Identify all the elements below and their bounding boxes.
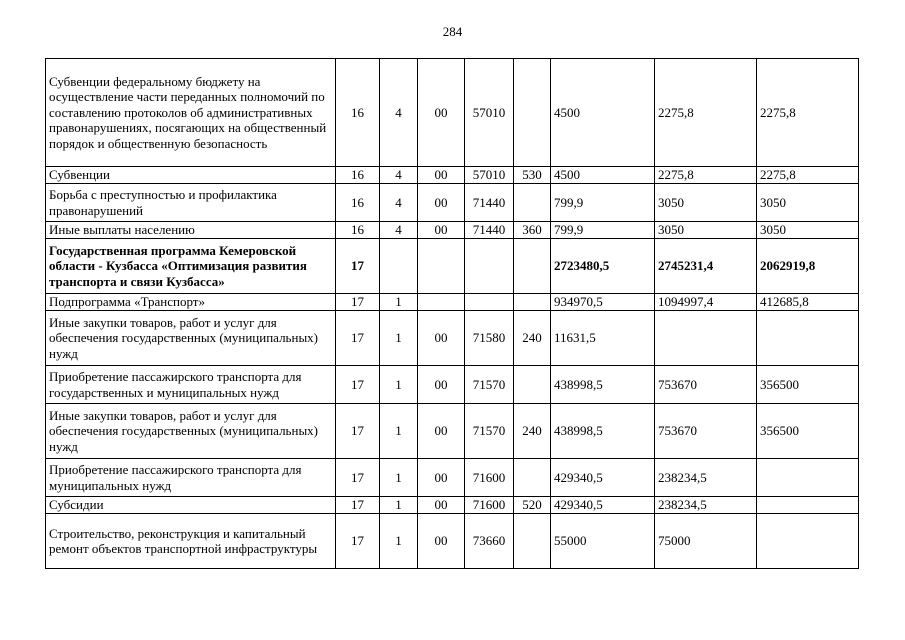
amount-year2-cell: 238234,5 [655,497,757,514]
code-subsection-cell: 1 [380,497,418,514]
code-program-cell [418,294,465,311]
row-name-cell: Иные выплаты населению [46,222,336,239]
code-direction-cell: 71580 [465,311,514,366]
code-direction-cell: 71570 [465,366,514,404]
table-row [46,459,859,497]
amount-year3-cell [757,497,859,514]
row-name-cell: Строительство, реконструкция и капитальный ремонт объектов транспортной инфраструктуры [46,514,336,569]
row-name-cell: Подпрограмма «Транспорт» [46,294,336,311]
code-expense-type-cell [514,459,551,497]
table-row [46,167,859,184]
row-name-cell: Борьба с преступностью и профилактика правонарушений [46,184,336,222]
amount-year3-cell: 2062919,8 [757,239,859,294]
code-expense-type-cell: 360 [514,222,551,239]
amount-year3-cell: 412685,8 [757,294,859,311]
code-expense-type-cell [514,184,551,222]
code-subsection-cell: 1 [380,404,418,459]
amount-year2-cell: 238234,5 [655,459,757,497]
amount-year3-cell: 3050 [757,184,859,222]
code-expense-type-cell: 530 [514,167,551,184]
amount-year1-cell: 4500 [551,59,655,167]
row-name-cell: Приобретение пассажирского транспорта для государственных и муниципальных нужд [46,366,336,404]
code-program-cell: 00 [418,459,465,497]
row-name-cell: Субвенции федеральному бюджету на осуществление части переданных полномочий по составлению протоколов об административных правонарушениях, посягающих на общественный порядок и общественную безопасность [46,59,336,167]
amount-year1-cell: 799,9 [551,184,655,222]
code-section-cell: 17 [336,459,380,497]
amount-year1-cell: 55000 [551,514,655,569]
code-direction-cell: 57010 [465,59,514,167]
code-subsection-cell: 1 [380,459,418,497]
row-name-cell: Иные закупки товаров, работ и услуг для обеспечения государственных (муниципальных) нужд [46,311,336,366]
amount-year1-cell: 934970,5 [551,294,655,311]
code-expense-type-cell [514,366,551,404]
row-name-cell: Государственная программа Кемеровской области - Кузбасса «Оптимизация развития транспорта и связи Кузбасса» [46,239,336,294]
table-row [46,239,859,294]
amount-year2-cell: 2745231,4 [655,239,757,294]
table-row [46,497,859,514]
code-section-cell: 17 [336,404,380,459]
code-program-cell: 00 [418,366,465,404]
code-direction-cell [465,294,514,311]
table-row [46,59,859,167]
amount-year3-cell: 3050 [757,222,859,239]
amount-year1-cell: 429340,5 [551,459,655,497]
amount-year2-cell: 2275,8 [655,167,757,184]
code-section-cell: 17 [336,366,380,404]
amount-year2-cell: 2275,8 [655,59,757,167]
code-program-cell: 00 [418,184,465,222]
code-section-cell: 16 [336,184,380,222]
code-section-cell: 16 [336,167,380,184]
budget-table [45,58,859,569]
amount-year1-cell: 11631,5 [551,311,655,366]
amount-year3-cell: 2275,8 [757,59,859,167]
code-expense-type-cell: 520 [514,497,551,514]
table-row [46,222,859,239]
code-section-cell: 17 [336,497,380,514]
amount-year2-cell: 75000 [655,514,757,569]
code-subsection-cell: 1 [380,366,418,404]
code-direction-cell: 71600 [465,497,514,514]
row-name-cell: Приобретение пассажирского транспорта для муниципальных нужд [46,459,336,497]
amount-year3-cell: 356500 [757,404,859,459]
amount-year3-cell [757,514,859,569]
code-subsection-cell [380,239,418,294]
code-program-cell [418,239,465,294]
code-direction-cell: 71570 [465,404,514,459]
code-expense-type-cell [514,294,551,311]
table-row [46,404,859,459]
code-subsection-cell: 1 [380,294,418,311]
code-program-cell: 00 [418,59,465,167]
code-expense-type-cell: 240 [514,404,551,459]
table-row [46,294,859,311]
code-direction-cell [465,239,514,294]
code-expense-type-cell [514,239,551,294]
amount-year1-cell: 429340,5 [551,497,655,514]
code-direction-cell: 57010 [465,167,514,184]
code-direction-cell: 71440 [465,222,514,239]
table-row [46,366,859,404]
amount-year3-cell [757,459,859,497]
table-row [46,514,859,569]
amount-year1-cell: 2723480,5 [551,239,655,294]
code-section-cell: 17 [336,294,380,311]
code-subsection-cell: 1 [380,311,418,366]
code-direction-cell: 71440 [465,184,514,222]
code-section-cell: 16 [336,222,380,239]
amount-year3-cell [757,311,859,366]
amount-year2-cell [655,311,757,366]
row-name-cell: Субвенции [46,167,336,184]
code-section-cell: 17 [336,514,380,569]
amount-year2-cell: 3050 [655,222,757,239]
row-name-cell: Субсидии [46,497,336,514]
code-section-cell: 16 [336,59,380,167]
code-section-cell: 17 [336,311,380,366]
code-program-cell: 00 [418,222,465,239]
amount-year1-cell: 438998,5 [551,404,655,459]
code-program-cell: 00 [418,311,465,366]
amount-year1-cell: 438998,5 [551,366,655,404]
code-expense-type-cell [514,59,551,167]
amount-year1-cell: 799,9 [551,222,655,239]
amount-year2-cell: 753670 [655,404,757,459]
page-number: 284 [442,24,463,39]
code-subsection-cell: 4 [380,59,418,167]
table-row [46,184,859,222]
code-program-cell: 00 [418,404,465,459]
amount-year1-cell: 4500 [551,167,655,184]
code-program-cell: 00 [418,167,465,184]
code-section-cell: 17 [336,239,380,294]
code-subsection-cell: 4 [380,184,418,222]
amount-year2-cell: 1094997,4 [655,294,757,311]
code-subsection-cell: 4 [380,222,418,239]
amount-year3-cell: 2275,8 [757,167,859,184]
code-expense-type-cell [514,514,551,569]
row-name-cell: Иные закупки товаров, работ и услуг для обеспечения государственных (муниципальных) нужд [46,404,336,459]
code-subsection-cell: 4 [380,167,418,184]
amount-year2-cell: 753670 [655,366,757,404]
table-row [46,311,859,366]
code-program-cell: 00 [418,497,465,514]
amount-year2-cell: 3050 [655,184,757,222]
code-direction-cell: 71600 [465,459,514,497]
code-subsection-cell: 1 [380,514,418,569]
amount-year3-cell: 356500 [757,366,859,404]
code-expense-type-cell: 240 [514,311,551,366]
code-program-cell: 00 [418,514,465,569]
code-direction-cell: 73660 [465,514,514,569]
